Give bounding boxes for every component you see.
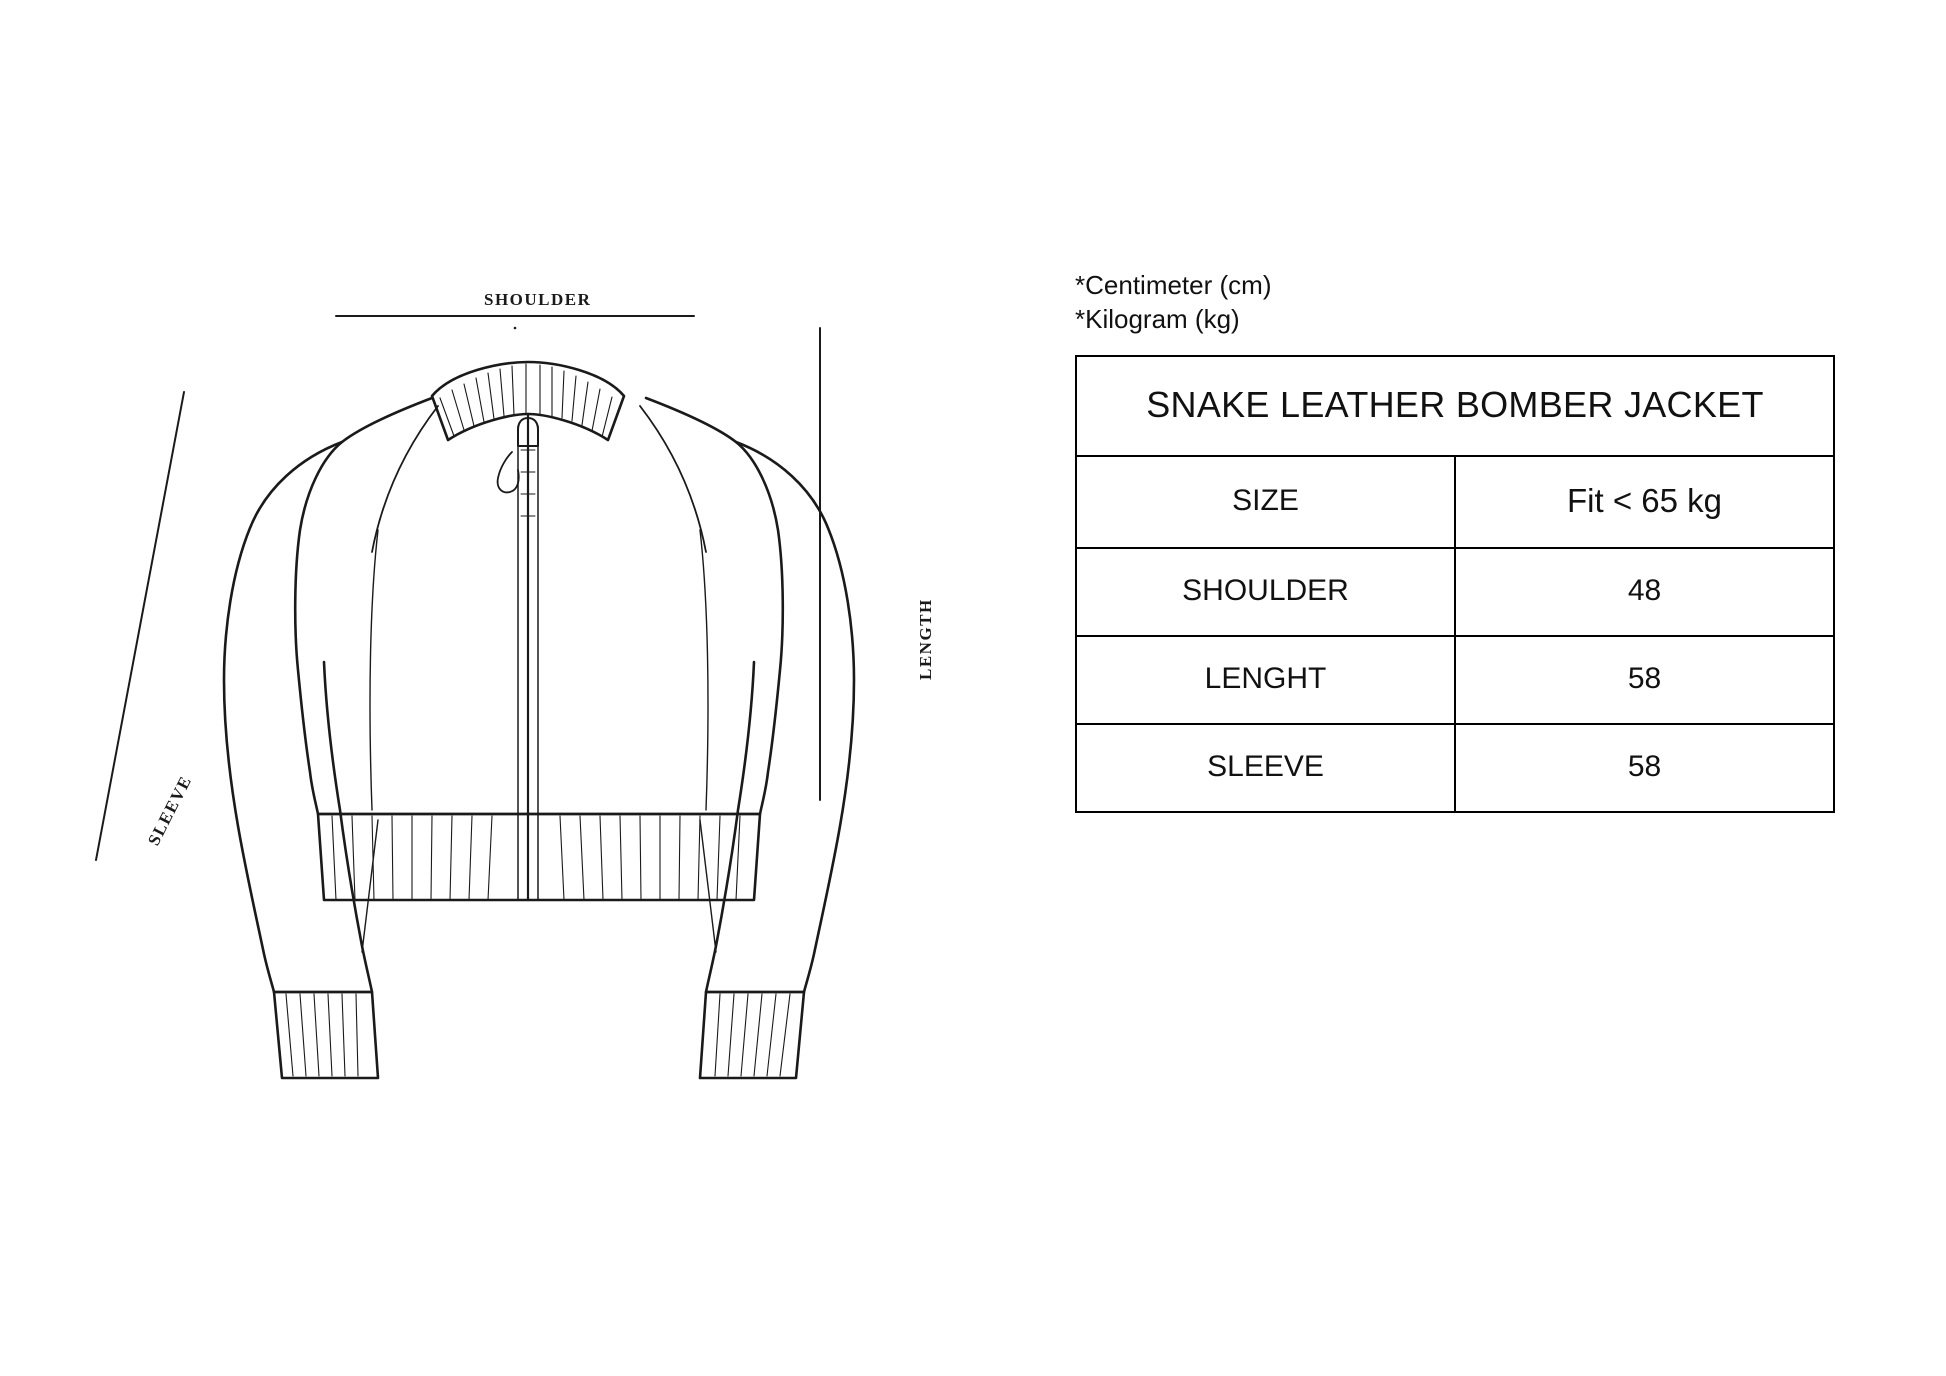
row-label-lenght: LENGHT (1076, 636, 1455, 724)
hem-rib-texture (332, 816, 740, 900)
row-value-size: Fit < 65 kg (1455, 456, 1834, 548)
unit-note-kilogram: *Kilogram (kg) (1075, 304, 1240, 335)
right-shoulder-seam (640, 406, 706, 552)
right-sleeve (706, 442, 854, 992)
table-row (1076, 548, 1834, 636)
row-value-sleeve: 58 (1455, 724, 1834, 812)
row-label-size: SIZE (1076, 456, 1455, 548)
row-label-shoulder: SHOULDER (1076, 548, 1455, 636)
shoulder-dimension-label: SHOULDER (484, 290, 592, 309)
jacket-illustration-panel (60, 200, 1060, 1200)
table-title: SNAKE LEATHER BOMBER JACKET (1076, 356, 1834, 456)
table-row (1076, 724, 1834, 812)
length-dimension-label: LENGTH (916, 598, 935, 680)
left-shoulder-seam (372, 406, 438, 552)
right-sleeve-seam (700, 820, 716, 952)
row-value-lenght: 58 (1455, 636, 1834, 724)
left-sleeve (224, 442, 372, 992)
sleeve-dimension-label: SLEEVE (144, 772, 196, 849)
left-sleeve-seam (362, 820, 378, 952)
jacket-body (295, 398, 783, 814)
row-label-sleeve: SLEEVE (1076, 724, 1455, 812)
unit-note-centimeter: *Centimeter (cm) (1075, 270, 1272, 300)
right-cuff-texture (715, 994, 790, 1076)
size-chart-table (1075, 355, 1835, 813)
left-cuff-texture (286, 994, 358, 1076)
right-panel-seam (700, 530, 708, 810)
table-row (1076, 636, 1834, 724)
left-panel-seam (370, 530, 378, 810)
table-title-row (1076, 356, 1834, 456)
hem-rib-band (318, 814, 760, 900)
size-info-panel (1075, 268, 1855, 813)
jacket-technical-drawing (60, 200, 1060, 1200)
table-row (1076, 456, 1834, 548)
row-value-shoulder: 48 (1455, 548, 1834, 636)
